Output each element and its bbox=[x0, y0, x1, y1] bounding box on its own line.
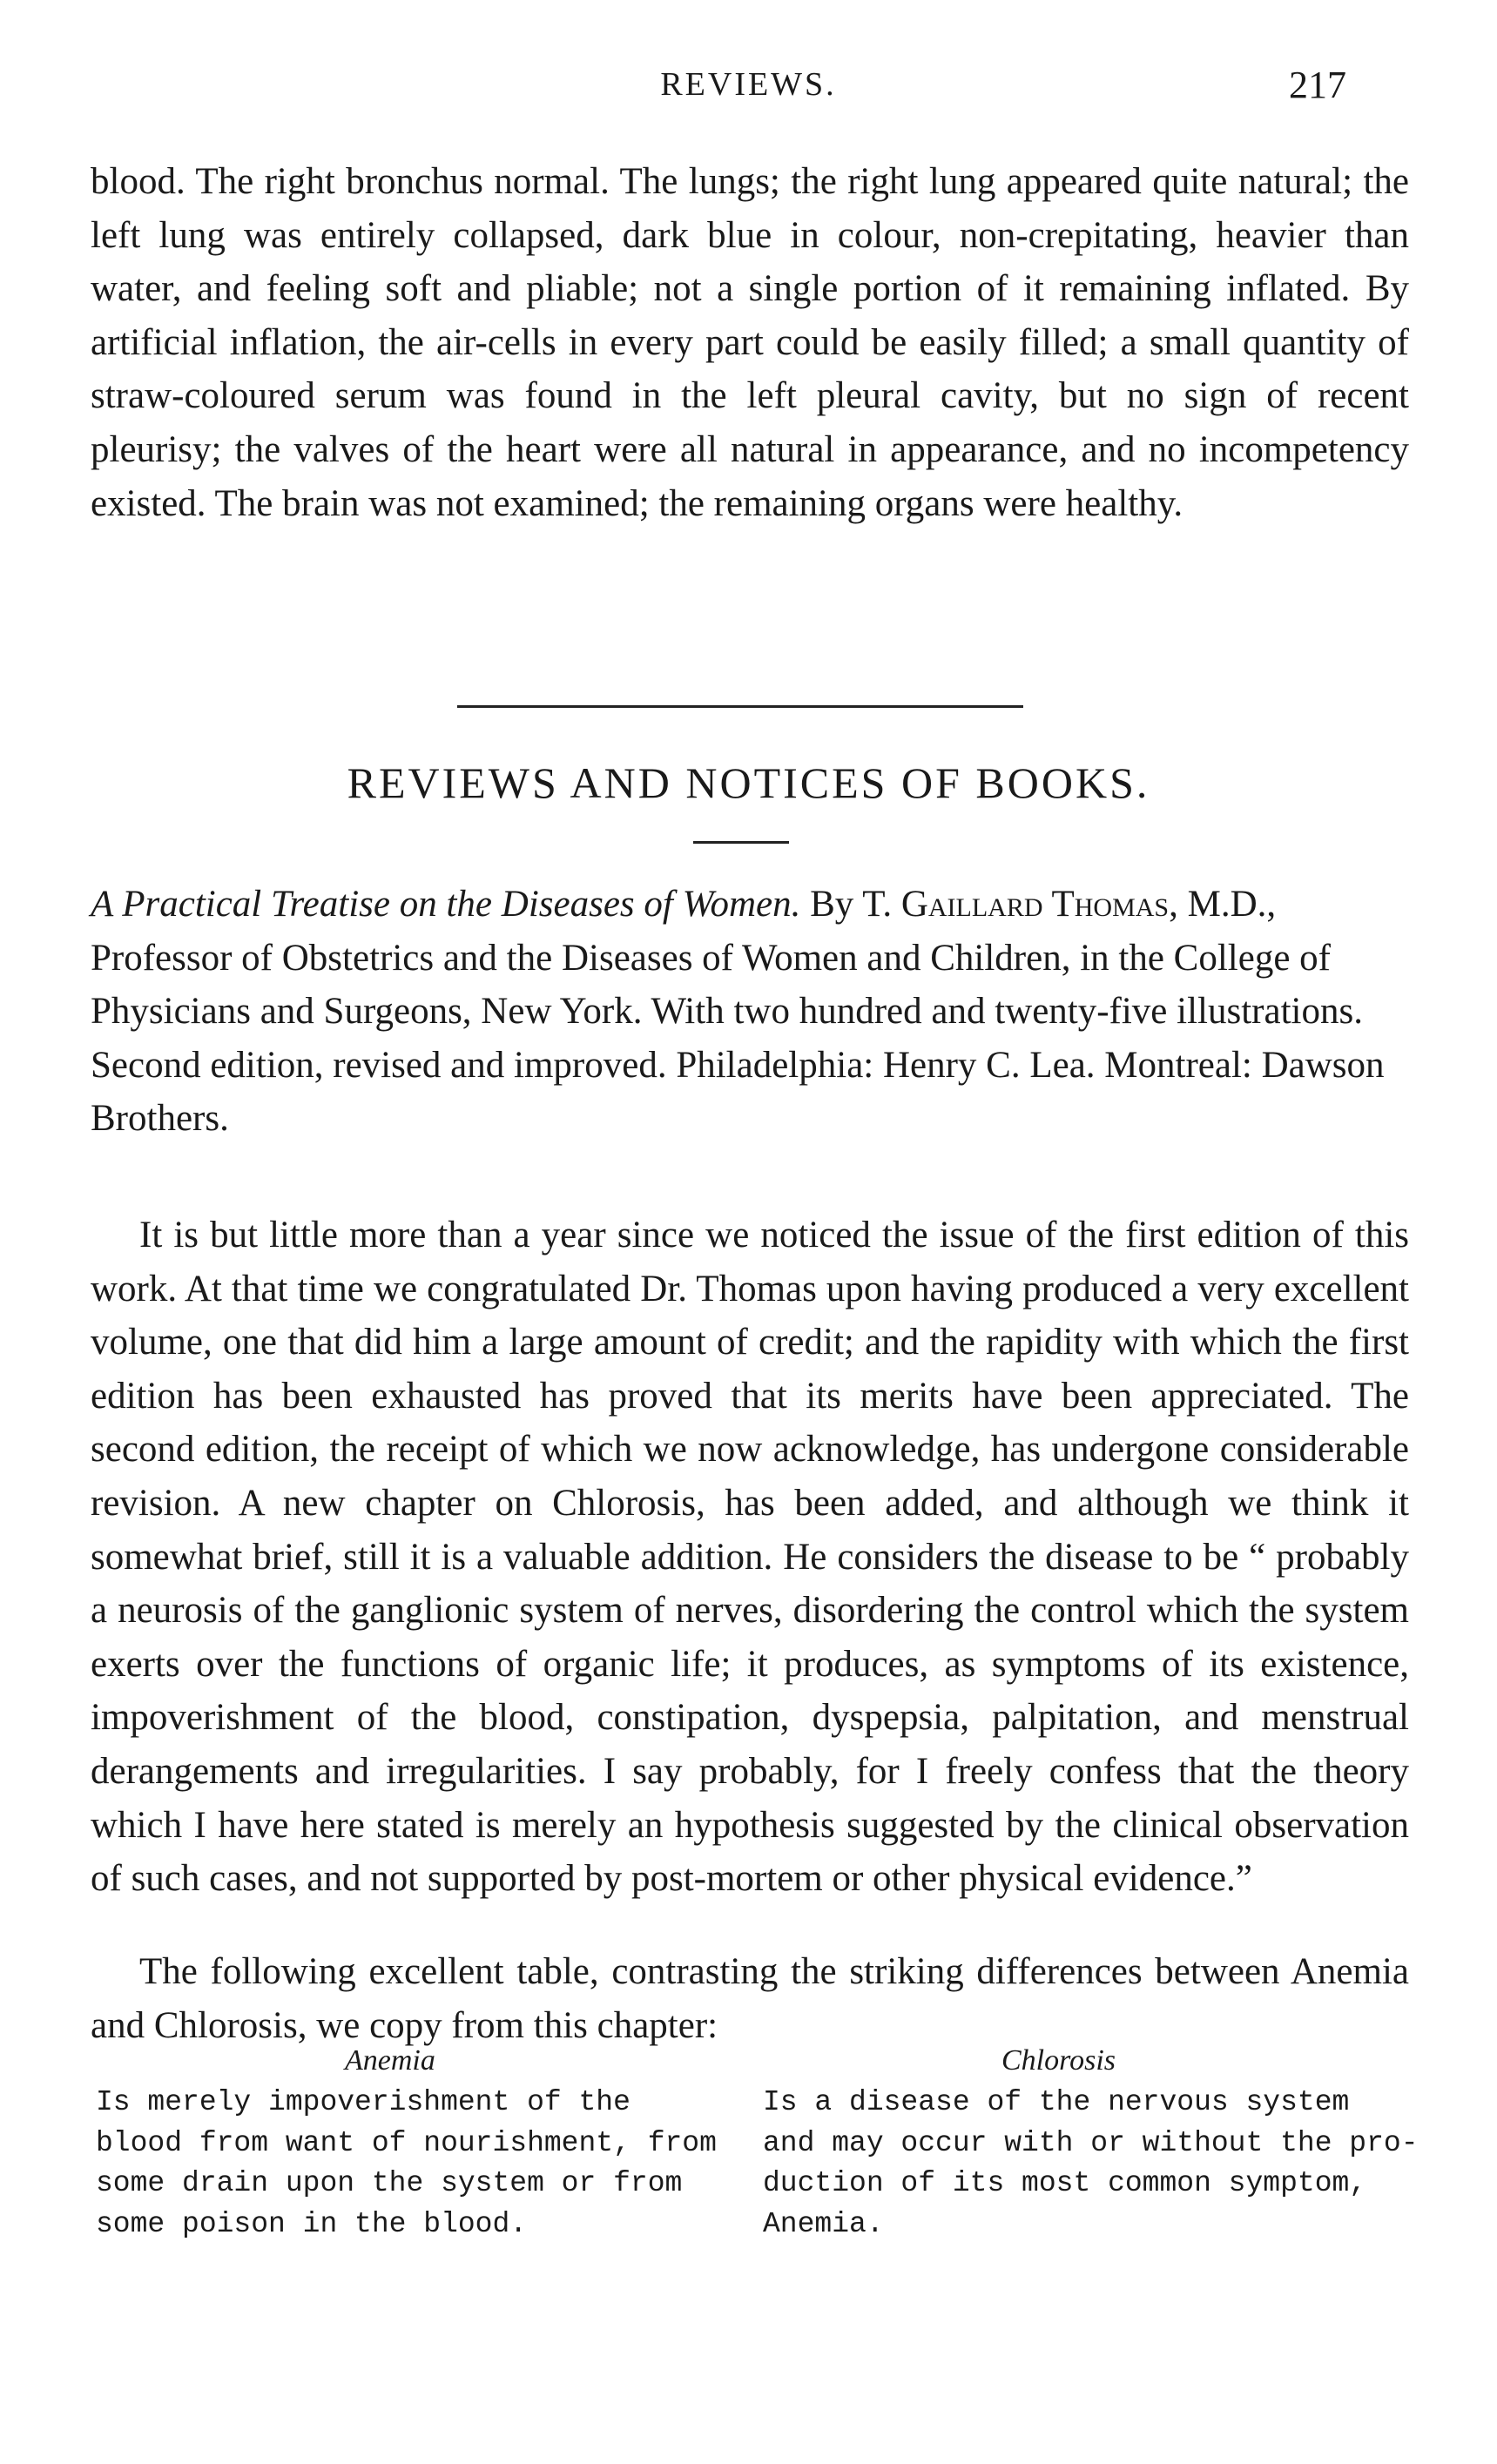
title-underline bbox=[693, 841, 789, 844]
table-column-chlorosis bbox=[763, 2083, 1425, 2245]
review-body bbox=[91, 1208, 1409, 1906]
case-report-paragraph bbox=[91, 155, 1409, 530]
table-heading-chlorosis: Chlorosis bbox=[1001, 2044, 1116, 2077]
table-line: duction of its most common symptom, bbox=[763, 2167, 1367, 2199]
book-title: A Practical Treatise on the Diseases of Women. bbox=[91, 884, 801, 925]
section-title: REVIEWS AND NOTICES OF BOOKS. bbox=[347, 758, 1150, 807]
book-author: Gaillard Thomas bbox=[900, 884, 1170, 925]
case-report-text: blood. The right bronchus normal. The lungs; the right lung appeared quite natural; the left lung was entirely collapsed, dark blue in colour, non-crepitating, heavier than water, and feeling soft and pliable; not a single portion of it remaining inflated. By artificial inflation, the air-cells in every part could be easily filled; a small quantity of straw-coloured serum was found in the left pleural cavity, but no sign of recent pleurisy; the valves of the heart were all natural in appearance, and no incompetency existed. The brain was not examined; the remaining organs were healthy. bbox=[91, 161, 1409, 524]
section-divider bbox=[457, 705, 1023, 708]
book-credentials: , M.D., Professor of Obstetrics and the Diseases of Women and Children, in the College of Physicians and Surgeons, New York. With two hundred and twenty-five illustrations. Second edition, revised and improved. Philadelphia: Henry C. Lea. Montreal: Dawson Brothers. bbox=[91, 884, 1385, 1140]
table-line: Is merely impoverishment of the bbox=[96, 2086, 630, 2118]
table-intro: The following excellent table, contrasting the striking differences between Anemia and Chlorosis, we copy from this chapter: bbox=[91, 1951, 1409, 2046]
table-line: Is a disease of the nervous system bbox=[763, 2086, 1350, 2118]
page-number: 217 bbox=[1289, 64, 1346, 106]
book-citation bbox=[91, 878, 1409, 1146]
table-column-anemia bbox=[96, 2083, 758, 2245]
table-line: and may occur with or without the pro- bbox=[763, 2126, 1419, 2159]
table-line: some poison in the blood. bbox=[96, 2207, 528, 2240]
table-line: Anemia. bbox=[763, 2207, 884, 2240]
table-intro-block bbox=[91, 1945, 1409, 2052]
running-title: REVIEWS. bbox=[660, 66, 837, 103]
table-line: some drain upon the system or from bbox=[96, 2167, 683, 2199]
book-by: By T. bbox=[810, 884, 893, 925]
table-line: blood from want of nourishment, from bbox=[96, 2126, 717, 2159]
review-paragraph: It is but little more than a year since we noticed the issue of the first edition of this work. At that time we congratulated Dr. Thomas upon having produced a very excellent volume, one that did him a large amount of credit; and the rapidity with which the first edition has been exhausted has proved that its merits have been appreciated. The second edition, the receipt of which we now acknowledge, has undergone considerable revision. A new chapter on Chlorosis, has been added, and although we think it somewhat brief, still it is a valuable addition. He considers the disease to be “ probably a neurosis of the ganglionic system of nerves, disordering the control which the system exerts over the functions of organic life; it produces, as symptoms of its existence, impoverishment of the blood, constipation, dyspepsia, palpitation, and menstrual derangements and irregularities. I say probably, for I freely confess that the theory which I have here stated is merely an hypothesis suggested by the clinical observation of such cases, and not supported by post-mortem or other physical evidence.” bbox=[91, 1215, 1409, 1900]
table-heading-anemia: Anemia bbox=[345, 2044, 435, 2077]
